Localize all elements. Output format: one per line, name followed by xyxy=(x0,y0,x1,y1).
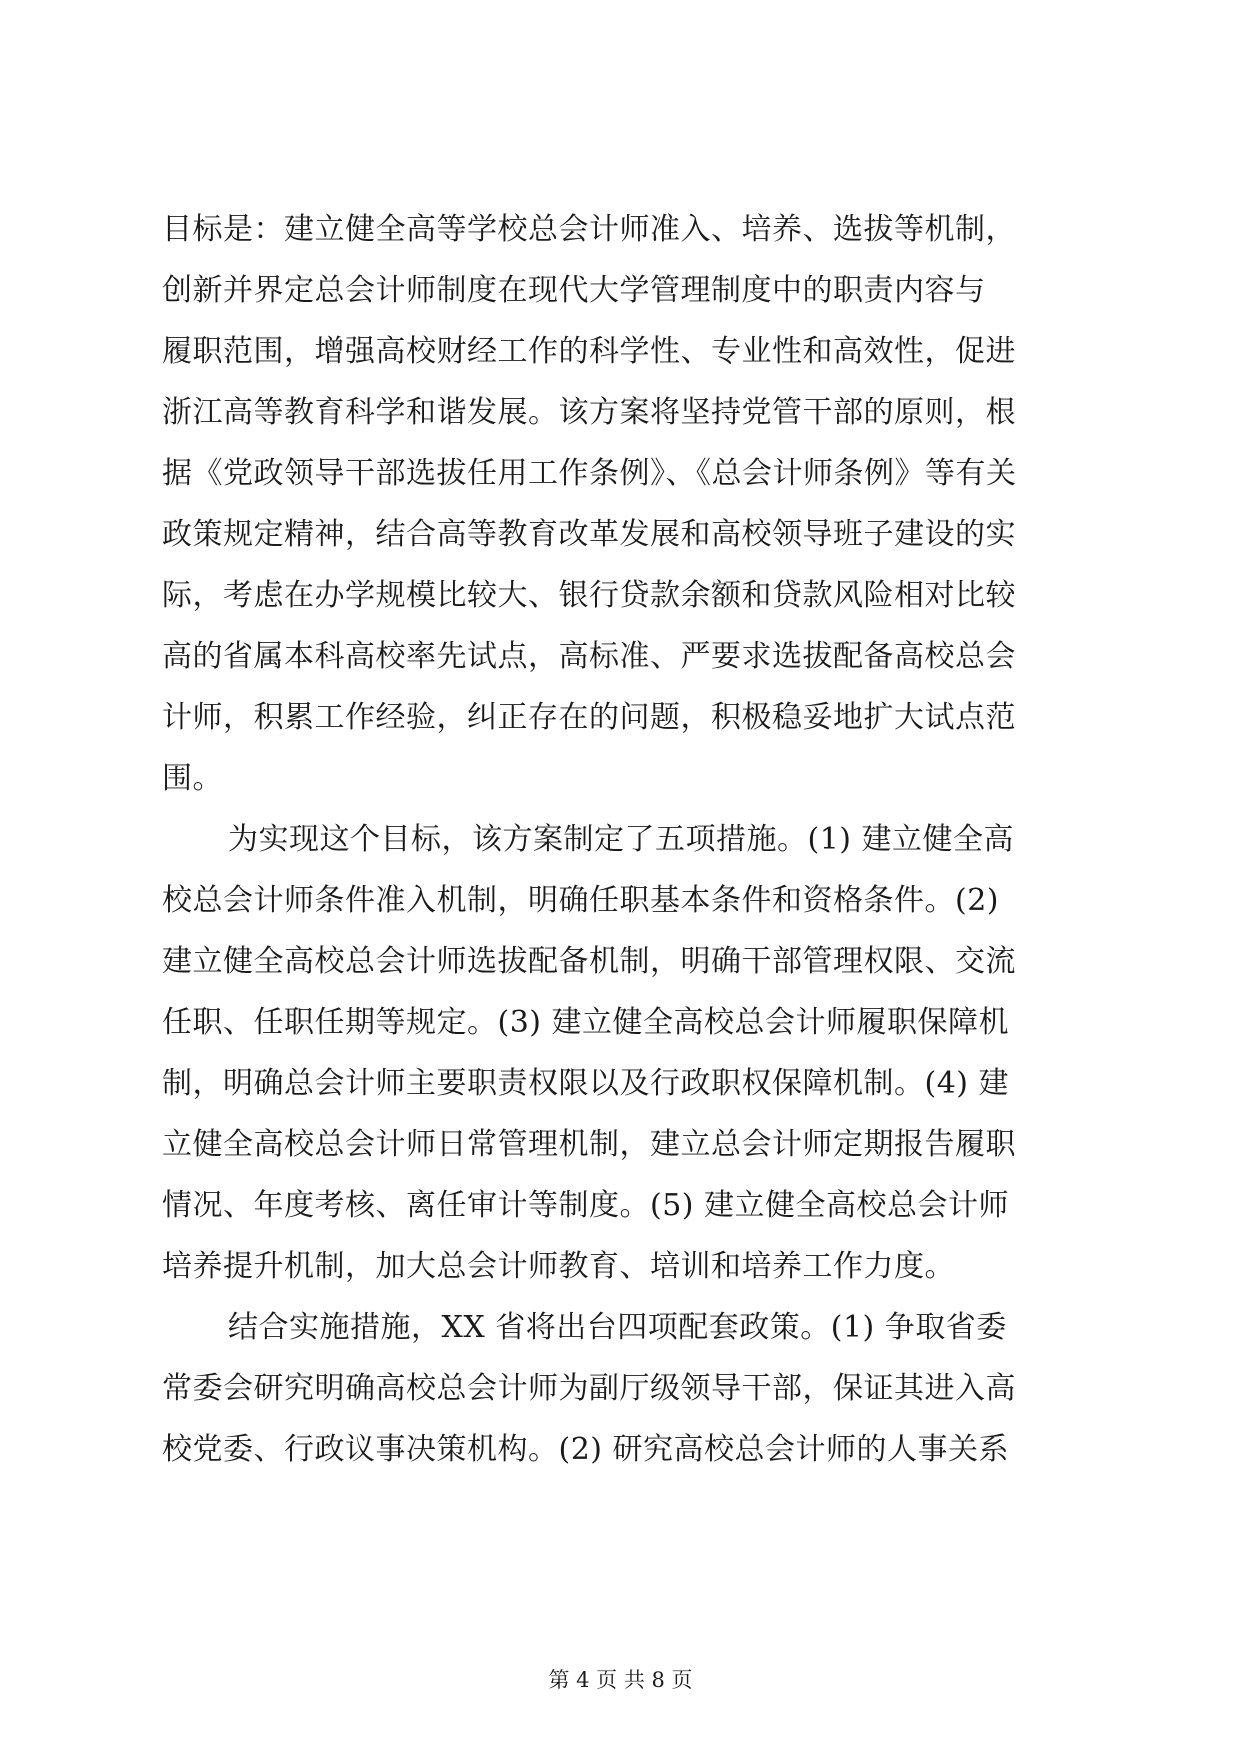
page-number-footer: 第 4 页 共 8 页 xyxy=(548,1668,693,1692)
text-line-5: 据《党政领导干部选拔任用工作条例》、《总会计师条例》等有关 xyxy=(162,456,1017,491)
text-line-20: 常委会研究明确高校总会计师为副厅级领导干部，保证其进入高 xyxy=(162,1371,1016,1406)
text-line-13: 建立健全高校总会计师选拔配备机制，明确干部管理权限、交流 xyxy=(162,944,1016,979)
text-line-21: 校党委、行政议事决策机构。(2) 研究高校总会计师的人事关系 xyxy=(162,1432,1010,1467)
text-line-2: 创新并界定总会计师制度在现代大学管理制度中的职责内容与 xyxy=(162,273,986,308)
text-line-3: 履职范围，增强高校财经工作的科学性、专业性和高效性，促进 xyxy=(162,334,1016,369)
paragraph-3-first-line: 结合实施措施，XX 省将出台四项配套政策。(1) 争取省委 xyxy=(228,1310,1007,1345)
text-line-12: 校总会计师条件准入机制，明确任职基本条件和资格条件。(2) xyxy=(162,883,999,918)
text-line-4: 浙江高等教育科学和谐发展。该方案将坚持党管干部的原则，根 xyxy=(162,395,1016,430)
text-line-8: 高的省属本科高校率先试点，高标准、严要求选拔配备高校总会 xyxy=(162,639,1016,674)
text-line-18: 培养提升机制，加大总会计师教育、培训和培养工作力度。 xyxy=(162,1249,955,1284)
text-line-15: 制，明确总会计师主要职责权限以及行政职权保障机制。(4) 建 xyxy=(162,1066,1010,1101)
text-line-10: 围。 xyxy=(162,761,223,796)
text-line-7: 际，考虑在办学规模比较大、银行贷款余额和贷款风险相对比较 xyxy=(162,578,1016,613)
text-line-9: 计师，积累工作经验，纠正存在的问题，积极稳妥地扩大试点范 xyxy=(162,700,1016,735)
paragraph-2-first-line: 为实现这个目标，该方案制定了五项措施。(1) 建立健全高 xyxy=(228,822,1015,857)
text-line-17: 情况、年度考核、离任审计等制度。(5) 建立健全高校总会计师 xyxy=(162,1188,1010,1223)
text-line-1: 目标是：建立健全高等学校总会计师准入、培养、选拔等机制， xyxy=(162,212,1016,247)
text-line-6: 政策规定精神，结合高等教育改革发展和高校领导班子建设的实 xyxy=(162,517,1016,552)
text-line-16: 立健全高校总会计师日常管理机制，建立总会计师定期报告履职 xyxy=(162,1127,1016,1162)
text-line-14: 任职、任职任期等规定。(3) 建立健全高校总会计师履职保障机 xyxy=(162,1005,1010,1040)
